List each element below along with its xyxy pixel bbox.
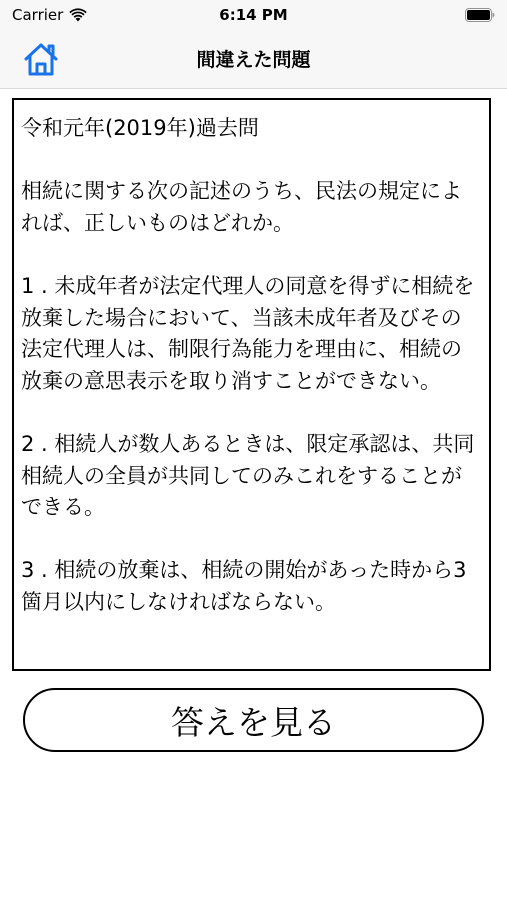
question-header: 令和元年(2019年)過去問 [21, 116, 259, 140]
spacer [21, 397, 481, 429]
page-title: 間違えた問題 [196, 49, 311, 71]
spacer [21, 145, 481, 177]
question-stem: 相続に関する次の記述のうち、民法の規定によれば、正しいものはどれか。 [21, 179, 462, 235]
spacer [21, 524, 481, 556]
show-answer-button[interactable] [23, 688, 484, 752]
spacer [21, 239, 481, 271]
status-bar [0, 0, 507, 30]
option-3: 3 . 相続の放棄は、相続の開始があった時から3箇月以内にしなければならない。 [21, 558, 467, 614]
show-answer-label: 答えを見る [171, 702, 336, 742]
option-2: 2 . 相続人が数人あるときは、限定承認は、共同相続人の全員が共同してのみこれをすることができる。 [21, 431, 475, 520]
status-time: 6:14 PM [219, 6, 288, 24]
option-1: 1 . 未成年者が法定代理人の同意を得ずに相続を放棄した場合において、当該未成年者及びその法定代理人は、制限行為能力を理由に、相続の放棄の意思表示を取り消すことができない。 [21, 273, 475, 393]
navigation-bar [0, 30, 507, 89]
carrier-label: Carrier [12, 6, 64, 24]
question-box [12, 98, 491, 671]
battery-icon [465, 8, 495, 22]
